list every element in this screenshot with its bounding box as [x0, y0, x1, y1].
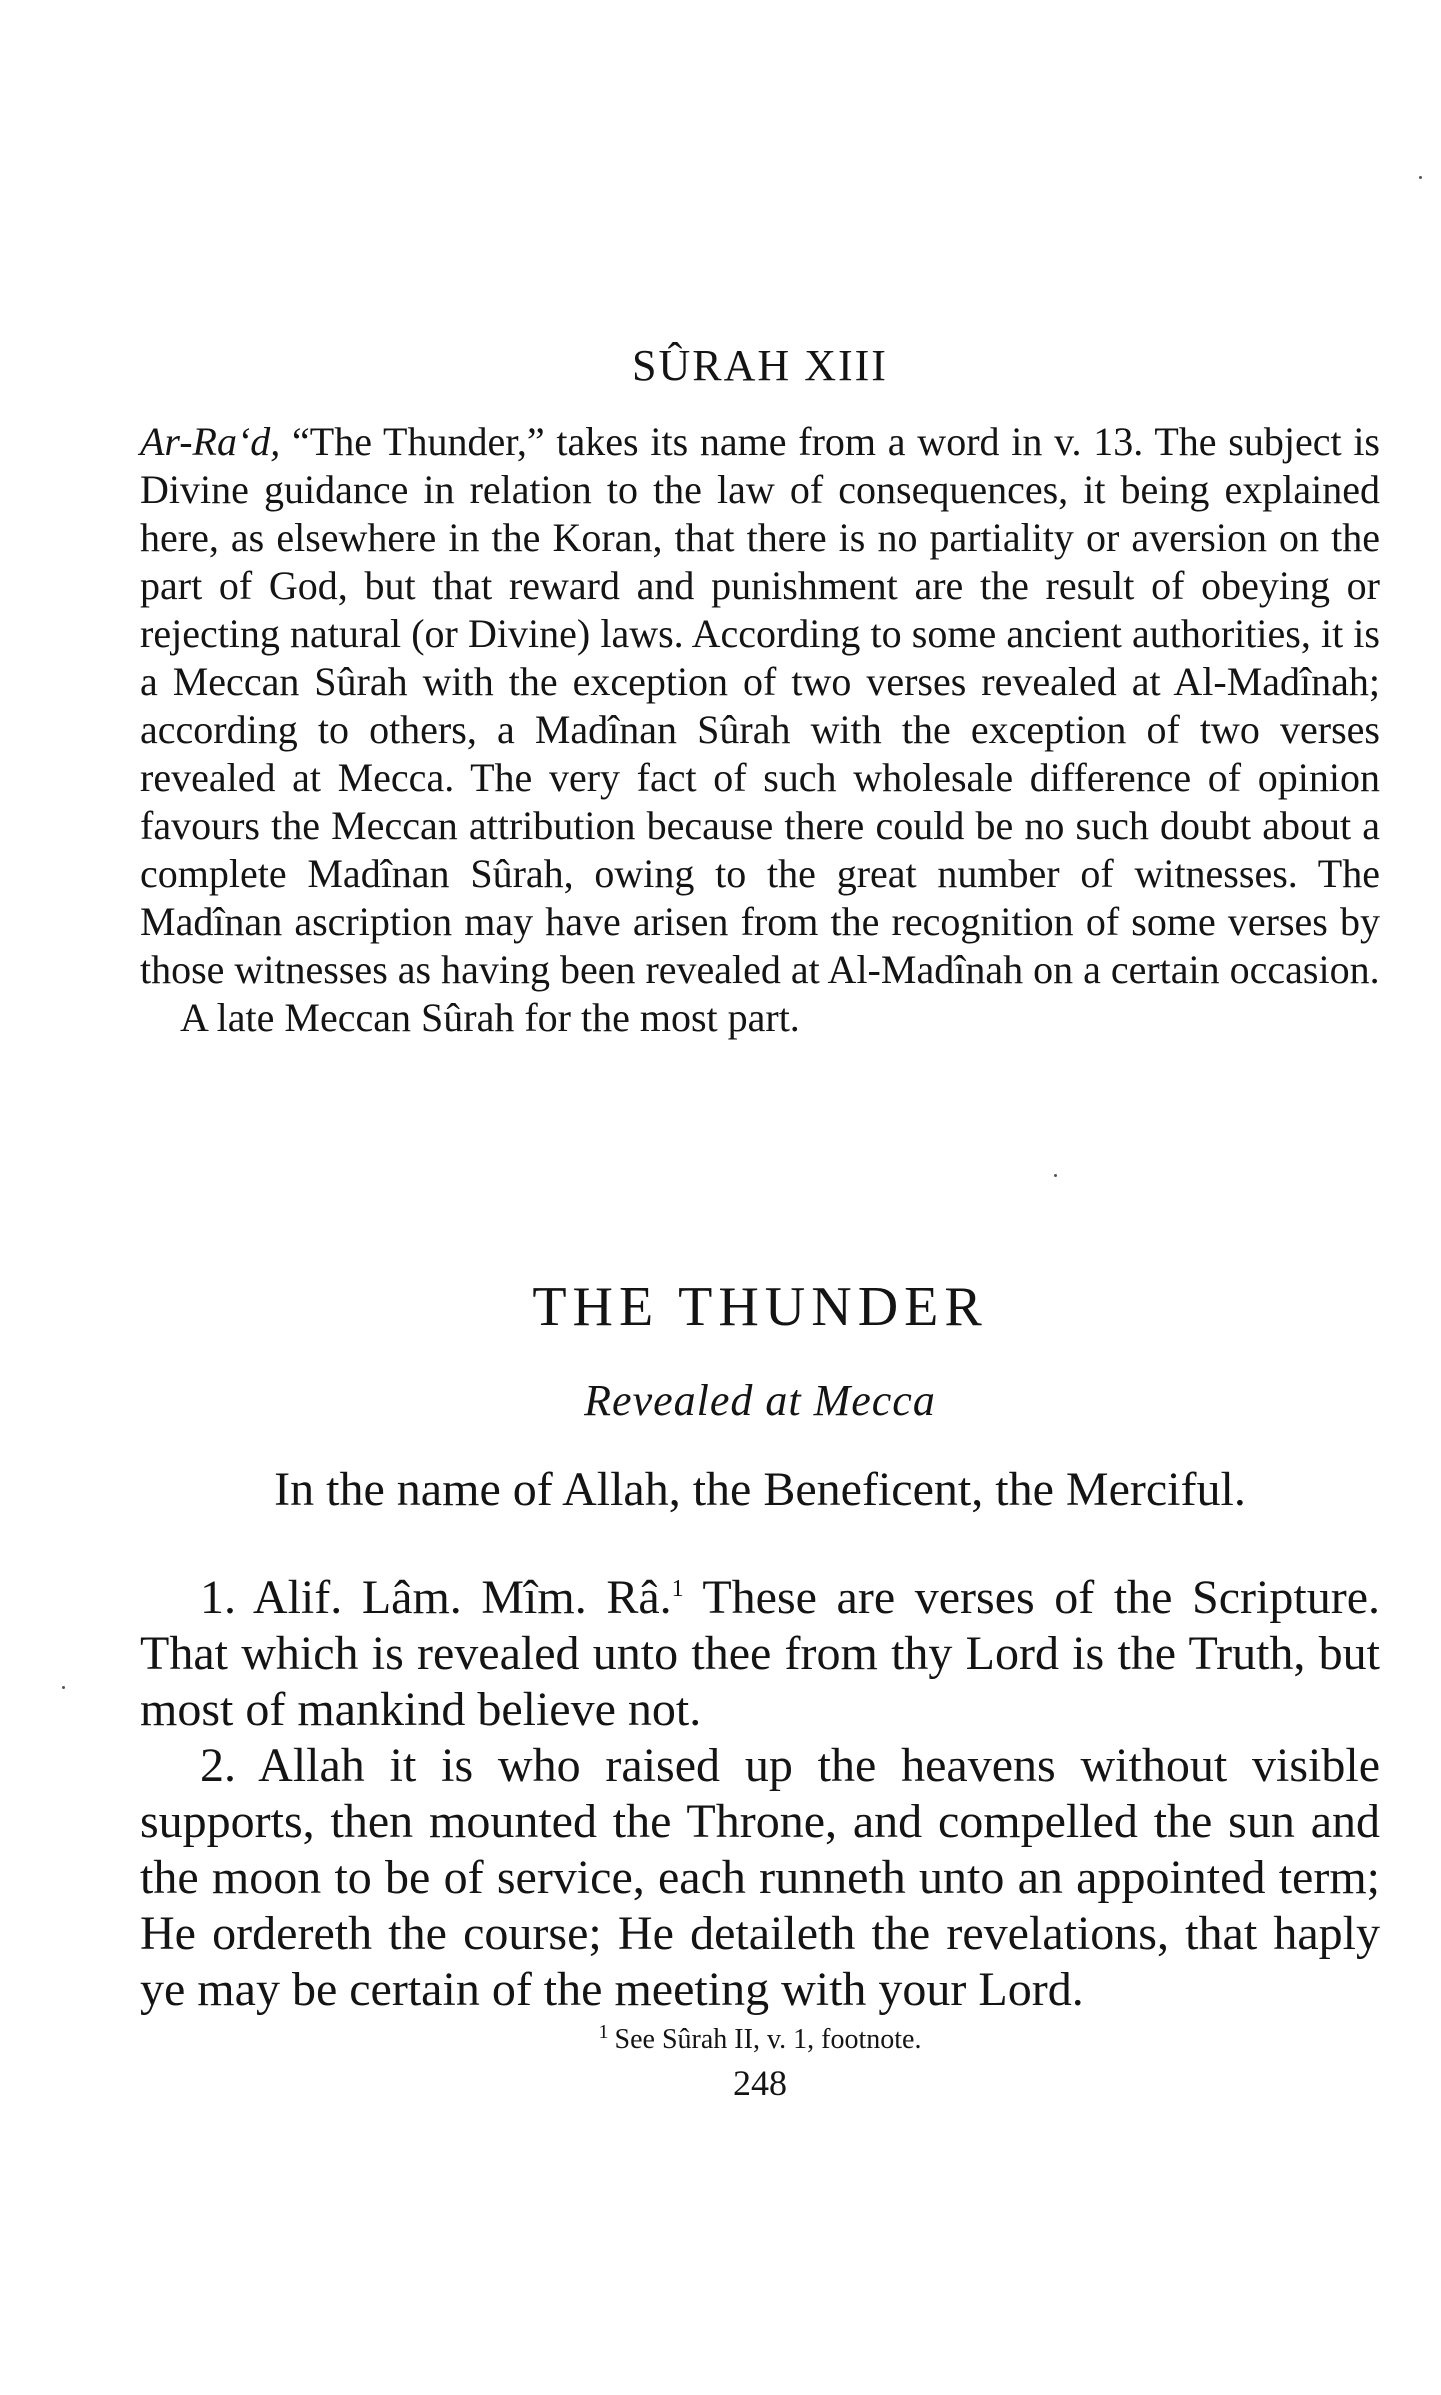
page-number: 248 [733, 2063, 787, 2103]
chapter-title: THE THUNDER [532, 1276, 988, 1338]
verse-text: These are verses of the Scripture. That which is revealed unto thee from thy Lord is the Truth, but most of mankind believe not. [140, 1571, 1380, 1736]
footnote-text: See Sûrah II, v. 1, footnote. [614, 2024, 922, 2055]
surah-arabic-name: Ar-Ra‘d, [140, 419, 281, 464]
scan-speck [62, 1686, 65, 1689]
footnote-mark: 1 [598, 2020, 609, 2043]
revelation-place: Revealed at Mecca [584, 1376, 936, 1425]
verse-number-lead: 1. Alif. Lâm. Mîm. Râ. [200, 1571, 672, 1624]
basmala-invocation: In the name of Allah, the Beneficent, the Merciful. [274, 1463, 1246, 1516]
footnote-reference: 1 [671, 1576, 684, 1602]
verse-1 [140, 1570, 1380, 1738]
verse-text: Allah it is who raised up the heavens without visible supports, then mounted the Throne, and compelled the sun and the moon to be of service, each runneth unto an appointed term; He ordereth the course; He detaileth the revelations, that haply ye may be certain of the meeting with your Lord. [140, 1739, 1380, 2016]
verse-number-lead: 2. [200, 1739, 236, 1792]
scan-speck [1419, 176, 1422, 179]
verse-2 [140, 1738, 1380, 2018]
intro-paragraph [140, 418, 1380, 994]
intro-closing-line: A late Meccan Sûrah for the most part. [180, 995, 800, 1040]
verse-list [140, 1570, 1380, 2018]
surah-heading: SÛRAH XIII [632, 341, 888, 390]
intro-body-text: “The Thunder,” takes its name from a word in v. 13. The subject is Divine guidance in relation to the law of consequences, it being explained here, as elsewhere in the Koran, that there is no partiality or aversion on the part of God, but that reward and punishment are the result of obeying or rejecting natural (or Divine) laws. According to some ancient authorities, it is a Meccan Sûrah with the exception of two verses revealed at Al-Madînah; according to others, a Madînan Sûrah with the exception of two verses revealed at Mecca. The very fact of such wholesale difference of opinion favours the Meccan attribution because there could be no such doubt about a complete Madînan Sûrah, owing to the great number of witnesses. The Madînan ascription may have arisen from the recognition of some verses by those witnesses as having been revealed at Al-Madînah on a certain occasion. [140, 419, 1380, 992]
scan-speck [1054, 1174, 1057, 1177]
footnote [140, 2020, 1380, 2056]
surah-introduction [140, 418, 1380, 1042]
